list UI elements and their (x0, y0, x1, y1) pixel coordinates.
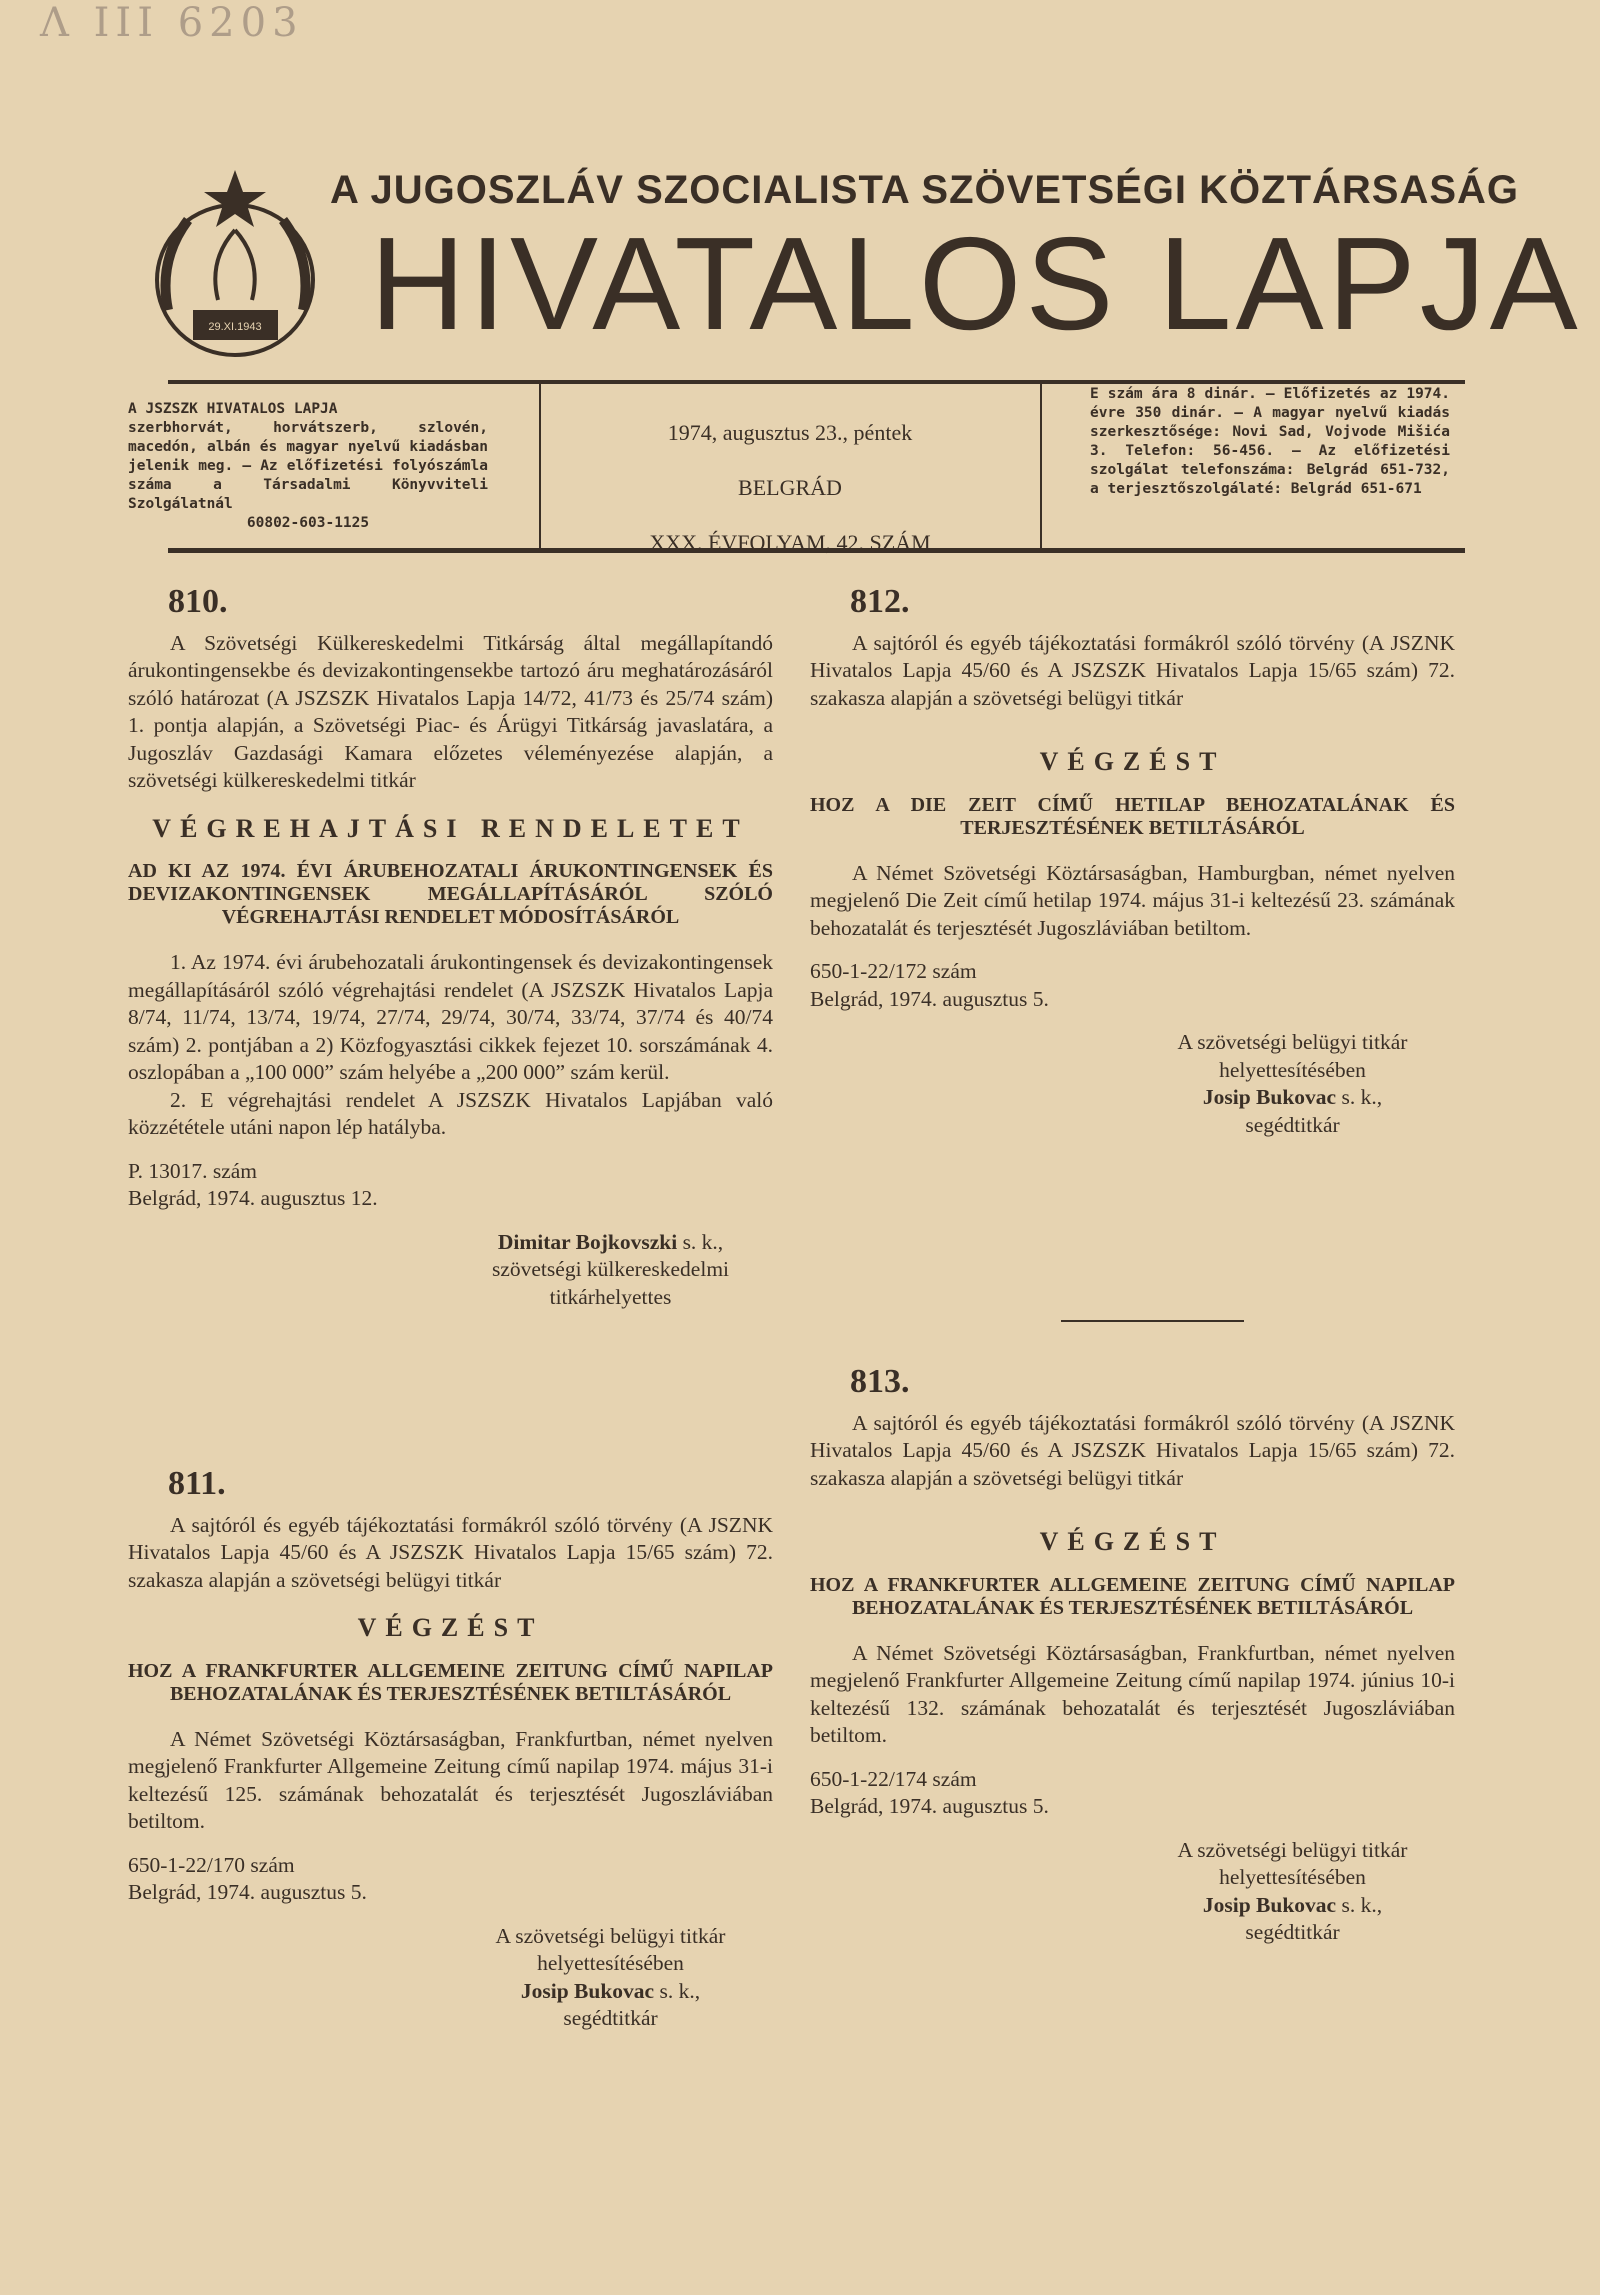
article-813 (810, 1363, 1455, 1947)
article-number: 813. (850, 1363, 910, 1400)
article-intro: A sajtóról és egyéb tájékoztatási formákról szóló törvény (A JSZNK Hivatalos Lapja 45/60 és A JSZSZK Hivatalos Lapja 15/65 szám) 72. szakasza alapján a szövetségi belügyi titkár (810, 1410, 1455, 1490)
svg-text:29.XI.1943: 29.XI.1943 (208, 321, 262, 333)
divider (1061, 1320, 1244, 1322)
article-heading: HOZ A FRANKFURTER ALLGEMEINE ZEITUNG CÍMŰ NAPILAP BEHOZATALÁNAK ÉS TERJESZTÉSÉNEK BETILTÁSÁRÓL (810, 1573, 1455, 1619)
signature: Dimitar Bojkovszki s. k., szövetségi külkereskedelmi titkárhelyettes (491, 1229, 730, 1309)
article-ref: P. 13017. szám (128, 1158, 257, 1183)
divider (1040, 384, 1042, 548)
article-place-date: Belgrád, 1974. augusztus 5. (810, 986, 1049, 1011)
divider (168, 380, 1465, 384)
article-number: 810. (168, 583, 228, 620)
issue-date: 1974, augusztus 23., péntek (667, 420, 913, 445)
divider (539, 384, 541, 548)
infobox-issue (545, 405, 1035, 570)
article-act-type: VÉGZÉST (1039, 747, 1226, 776)
article-body: 1. Az 1974. évi árubehozatali árukontingensek és devizakontingensek megállapításáról szóló végrehajtási rendelet (A JSZSZK Hivatalos Lapja 8/74, 11/74, 13/74, 19/74, 27/74, 29/74, 30/74, 33/74, 37/74 és 40/74 szám) 2. pontjában a 2) Közfogyasztási cikkek fejezet 10. sorszámának 4. oszlopában a „100 000” szám helyébe a „200 000” szám kerül. (128, 950, 773, 1084)
article-place-date: Belgrád, 1974. augusztus 12. (128, 1186, 378, 1210)
article-812 (810, 583, 1455, 1139)
article-place-date: Belgrád, 1974. augusztus 5. (810, 1794, 1049, 1818)
article-ref: 650-1-22/174 szám (810, 1766, 977, 1791)
article-intro: A sajtóról és egyéb tájékoztatási formákról szóló törvény (A JSZNK Hivatalos Lapja 45/60 és A JSZSZK Hivatalos Lapja 15/65 szám) 72. szakasza alapján a szövetségi belügyi titkár (810, 630, 1455, 710)
article-810 (128, 583, 773, 1311)
article-act-type: VÉGREHAJTÁSI RENDELETET (152, 813, 749, 843)
signature: A szövetségi belügyi titkár helyettesítésében Josip Bukovac s. k., segédtitkár (1177, 1837, 1408, 1944)
handwritten-note: Λ III 6203 (40, 0, 304, 46)
article-heading: AD KI AZ 1974. ÉVI ÁRUBEHOZATALI ÁRUKONTINGENSEK ÉS DEVIZAKONTINGENSEK MEGÁLLAPÍTÁSÁRÓL SZÓLÓ VÉGREHAJTÁSI RENDELET MÓDOSÍTÁSÁRÓL (128, 860, 773, 928)
article-act-type: VÉGZÉST (357, 1613, 544, 1642)
article-ref: 650-1-22/170 szám (128, 1852, 295, 1877)
article-intro: A sajtóról és egyéb tájékoztatási formákról szóló törvény (A JSZNK Hivatalos Lapja 45/60 és A JSZSZK Hivatalos Lapja 15/65 szám) 72. szakasza alapján a szövetségi belügyi titkár (128, 1512, 773, 1592)
article-act-type: VÉGZÉST (1039, 1527, 1226, 1556)
article-heading: HOZ A FRANKFURTER ALLGEMEINE ZEITUNG CÍMŰ NAPILAP BEHOZATALÁNAK ÉS TERJESZTÉSÉNEK BETILTÁSÁRÓL (128, 1659, 773, 1705)
article-body: A Német Szövetségi Köztársaságban, Frankfurtban, német nyelven megjelenő Frankfurter Allgemeine Zeitung című napilap 1974. május 31-i keltezésű 125. számának behozatalát és terjesztését Jugoszláviában betiltom. (128, 1726, 773, 1833)
article-intro: A Szövetségi Külkereskedelmi Titkárság által megállapítandó árukontingensekbe és devizakontingensekbe tartozó áru meghatározásáról szóló határozat (A JSZSZK Hivatalos Lapja 14/72, 41/73 és 25/74 szám) 1. pontja alapján, a Szövetségi Piac- és Árügyi Titkárság javaslatára, a Jugoszláv Gazdasági Kamara előzetes véleményezése alapján, a szövetségi külkereskedelmi titkár (128, 630, 773, 792)
signature: A szövetségi belügyi titkár helyettesítésében Josip Bukovac s. k., segédtitkár (495, 1923, 726, 2030)
signature: A szövetségi belügyi titkár helyettesítésében Josip Bukovac s. k., segédtitkár (1177, 1030, 1408, 1137)
masthead-superscript: A JUGOSZLÁV SZOCIALISTA SZÖVETSÉGI KÖZTÁRSASÁG (330, 168, 1520, 212)
article-body: 2. E végrehajtási rendelet A JSZSZK Hivatalos Lapjában való közzététele utáni napon lép hatályba. (128, 1087, 773, 1139)
article-heading: HOZ A DIE ZEIT CÍMŰ HETILAP BEHOZATALÁNAK ÉS TERJESZTÉSÉNEK BETILTÁSÁRÓL (810, 793, 1455, 839)
state-emblem-icon (148, 170, 323, 365)
infobox-publication: A JSZSZK HIVATALOS LAPJA szerbhorvát, horvátszerb, szlovén, macedón, albán és magyar nyelvű kiadásban jelenik meg. — Az előfizetési folyószámla száma a Társadalmi Könyvviteli Szolgálatnál 60802-603-1125 (128, 401, 488, 531)
article-number: 811. (168, 1465, 226, 1502)
infobox-subscription: E szám ára 8 dinár. — Előfizetés az 1974. évre 350 dinár. — A magyar nyelvű kiadás szerkesztősége: Novi Sad, Vojvode Mišića 3. Telefon: 56-456. — Az előfizetési szolgálat telefonszáma: Belgrád 651-732, a terjesztőszolgálaté: Belgrád 651-671 (1090, 386, 1450, 497)
article-body: A Német Szövetségi Köztársaságban, Hamburgban, német nyelven megjelenő Die Zeit című hetilap 1974. május 31-i keltezésű 23. számának behozatalát és terjesztését Jugoszláviában betiltom. (810, 860, 1455, 940)
issue-city: BELGRÁD (738, 475, 842, 500)
article-number: 812. (850, 583, 910, 620)
article-ref: 650-1-22/172 szám (810, 959, 977, 983)
article-body: A Német Szövetségi Köztársaságban, Frankfurtban, német nyelven megjelenő Frankfurter Allgemeine Zeitung című napilap 1974. június 10-i keltezésű 132. számának behozatalát és terjesztését Jugoszláviában betiltom. (810, 1640, 1455, 1747)
article-place-date: Belgrád, 1974. augusztus 5. (128, 1880, 367, 1904)
masthead-title: HIVATALOS LAPJA (370, 210, 1582, 357)
issue-number: XXX. ÉVFOLYAM, 42. SZÁM (649, 530, 931, 555)
article-811 (128, 1465, 773, 2033)
